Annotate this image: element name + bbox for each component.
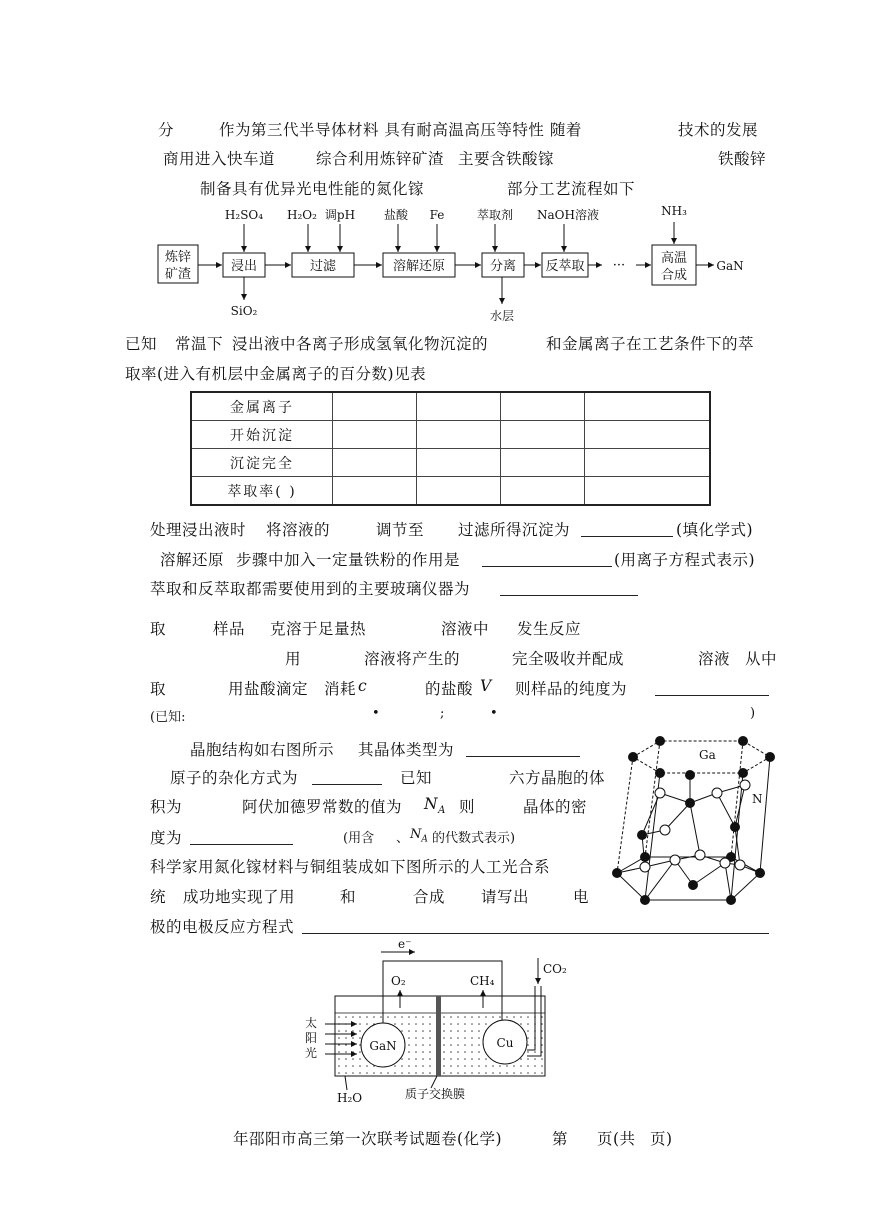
question-text: 取 <box>150 620 167 638</box>
table-row <box>191 421 710 449</box>
table-row-header: 沉淀完全 <box>191 449 333 477</box>
water-label: H₂O <box>337 1091 363 1105</box>
electron-label: e⁻ <box>398 938 412 951</box>
footer-text: 页(共 <box>597 1130 636 1148</box>
answer-blank[interactable] <box>655 679 769 696</box>
intro-text: 技术的发展 <box>678 121 759 139</box>
footer-text: 页) <box>650 1130 673 1148</box>
question-text: (用含 <box>343 831 375 846</box>
intro-text: 商用进入快车道 <box>163 150 276 168</box>
known-text: 取率(进入有机层中金属离子的百分数)见表 <box>125 365 427 383</box>
intro-text: 综合利用炼锌矿渣 <box>316 150 445 168</box>
question-text: 、 <box>396 831 410 846</box>
product-label: GaN <box>716 259 744 273</box>
known-text: 常温下 <box>175 335 224 353</box>
question-text: 用 <box>285 650 302 668</box>
question-text: 积为 <box>150 798 183 816</box>
answer-blank[interactable] <box>302 917 769 934</box>
question-text: 过滤所得沉淀为 <box>458 521 571 539</box>
question-text: 克溶于足量热 <box>270 620 367 638</box>
answer-blank[interactable] <box>500 579 638 596</box>
sun-label: 阳 <box>305 1031 318 1045</box>
box-label: 过滤 <box>309 259 337 274</box>
question-text: 溶解还原 <box>160 551 225 569</box>
byproduct-label: SiO₂ <box>230 304 258 318</box>
question-text: 科学家用氮化镓材料与铜组装成如下图所示的人工光合系 <box>150 858 551 876</box>
intro-text: 作为第三代半导体材料 具有耐高温高压等特性 随着 <box>219 121 582 139</box>
gas-label: CH₄ <box>470 974 495 988</box>
question-text: 将溶液的 <box>266 521 331 539</box>
question-text: 电 <box>573 888 590 906</box>
table-row <box>191 449 710 477</box>
question-text: (已知: <box>150 710 186 725</box>
question-text: 处理浸出液时 <box>150 521 247 539</box>
reagent-label: Fe <box>429 208 445 222</box>
box-label: 溶解还原 <box>392 259 446 274</box>
answer-blank[interactable] <box>312 768 382 785</box>
question-text: 的盐酸 <box>425 680 474 698</box>
reagent-label: NaOH溶液 <box>537 208 599 222</box>
variable-c: c <box>358 677 368 695</box>
question-text: 步骤中加入一定量铁粉的作用是 <box>236 551 461 569</box>
membrane-label: 质子交换膜 <box>405 1087 466 1101</box>
question-text: 溶液中 <box>441 620 490 638</box>
question-text: 阿伏加德罗常数的值为 <box>242 798 403 816</box>
question-text: 调节至 <box>376 521 425 539</box>
variable-n: $N_A$ <box>410 827 428 845</box>
question-text: 已知 <box>400 769 433 787</box>
reagent-label: H₂SO₄ <box>224 208 264 222</box>
question-text: 合成 <box>413 888 446 906</box>
question-text: 用盐酸滴定 <box>228 680 309 698</box>
electrode-label: Cu <box>496 1036 514 1050</box>
reagent-label: H₂O₂ <box>287 208 317 222</box>
question-text: 萃取和反萃取都需要使用到的主要玻璃仪器为 <box>150 580 471 598</box>
reagent-label: NH₃ <box>661 204 687 218</box>
question-text: 度为 <box>150 829 183 847</box>
gas-label: O₂ <box>391 974 406 988</box>
byproduct-label: 水层 <box>489 309 515 323</box>
table-row <box>191 392 710 421</box>
answer-blank[interactable] <box>482 550 612 567</box>
crystal-cell-diagram <box>605 735 790 910</box>
intro-text: 部分工艺流程如下 <box>507 180 636 198</box>
variable-v: V <box>480 677 492 695</box>
question-text: 统 <box>150 888 167 906</box>
question-text: 从中 <box>745 650 778 668</box>
answer-blank[interactable] <box>466 740 580 757</box>
intro-text: 铁酸锌 <box>718 150 767 168</box>
gas-label: CO₂ <box>543 962 567 976</box>
reagent-label: 调pH <box>324 208 356 222</box>
question-text: 发生反应 <box>517 620 582 638</box>
known-text: 浸出液中各离子形成氢氧化物沉淀的 <box>232 335 489 353</box>
known-text: 和金属离子在工艺条件下的萃 <box>546 335 755 353</box>
question-text: (填化学式) <box>676 521 754 539</box>
question-text: 晶体的密 <box>523 798 588 816</box>
question-text: 样品 <box>213 620 246 638</box>
sun-label: 光 <box>305 1046 318 1060</box>
known-text: 已知 <box>125 335 158 353</box>
question-text: 请写出 <box>481 888 530 906</box>
question-text: 溶液 <box>698 650 731 668</box>
table-row-header: 萃取率( ) <box>191 477 333 506</box>
table-row <box>191 477 710 506</box>
box-label: 矿渣 <box>164 267 192 282</box>
ga-label: Ga <box>699 748 716 762</box>
question-text: 和 <box>340 888 357 906</box>
question-text: 六方晶胞的体 <box>509 769 606 787</box>
box-label: 高温 <box>660 251 688 266</box>
table-row-header: 开始沉淀 <box>191 421 333 449</box>
question-text: 完全吸收并配成 <box>512 650 625 668</box>
table-row-header: 金属离子 <box>191 392 333 421</box>
electrode-label: GaN <box>369 1039 397 1053</box>
question-text: 取 <box>150 680 167 698</box>
box-label: 分离 <box>489 259 517 274</box>
variable-n: $N_A$ <box>424 795 446 817</box>
intro-text: 制备具有优异光电性能的氮化镓 <box>200 180 425 198</box>
answer-blank[interactable] <box>581 520 673 537</box>
answer-blank[interactable] <box>190 828 293 845</box>
question-text: 其晶体类型为 <box>358 741 455 759</box>
question-text: • <box>372 706 380 721</box>
footer-text: 第 <box>552 1130 569 1148</box>
sun-label: 太 <box>305 1016 318 1030</box>
question-text: 则 <box>459 798 476 816</box>
question-text: 则样品的纯度为 <box>515 680 628 698</box>
process-flow-diagram <box>150 200 790 325</box>
question-text: 晶胞结构如右图所示 <box>190 741 335 759</box>
question-text: 极的电极反应方程式 <box>150 918 295 936</box>
ion-data-table <box>190 391 711 506</box>
ellipsis: ··· <box>612 258 626 273</box>
intro-text: 分 <box>158 121 175 139</box>
box-label: 浸出 <box>230 259 258 274</box>
question-text: 溶液将产生的 <box>364 650 461 668</box>
question-text: 消耗 <box>324 680 357 698</box>
question-text: ) <box>750 706 756 721</box>
question-text: ; <box>440 706 445 721</box>
question-text: 成功地实现了用 <box>183 888 296 906</box>
footer-text: 年邵阳市高三第一次联考试题卷(化学) <box>233 1130 503 1148</box>
question-text: (用离子方程式表示) <box>614 551 756 569</box>
reagent-label: 萃取剂 <box>476 208 514 222</box>
question-text: 原子的杂化方式为 <box>170 769 299 787</box>
photosynthesis-cell-diagram <box>295 938 585 1110</box>
box-label: 合成 <box>660 268 688 283</box>
box-label: 炼锌 <box>164 250 192 265</box>
n-label: N <box>752 792 763 806</box>
question-text: • <box>490 706 498 721</box>
box-label: 反萃取 <box>545 259 585 274</box>
reagent-label: 盐酸 <box>383 208 409 222</box>
question-text: 的代数式表示) <box>432 831 516 846</box>
intro-text: 主要含铁酸镓 <box>458 150 555 168</box>
